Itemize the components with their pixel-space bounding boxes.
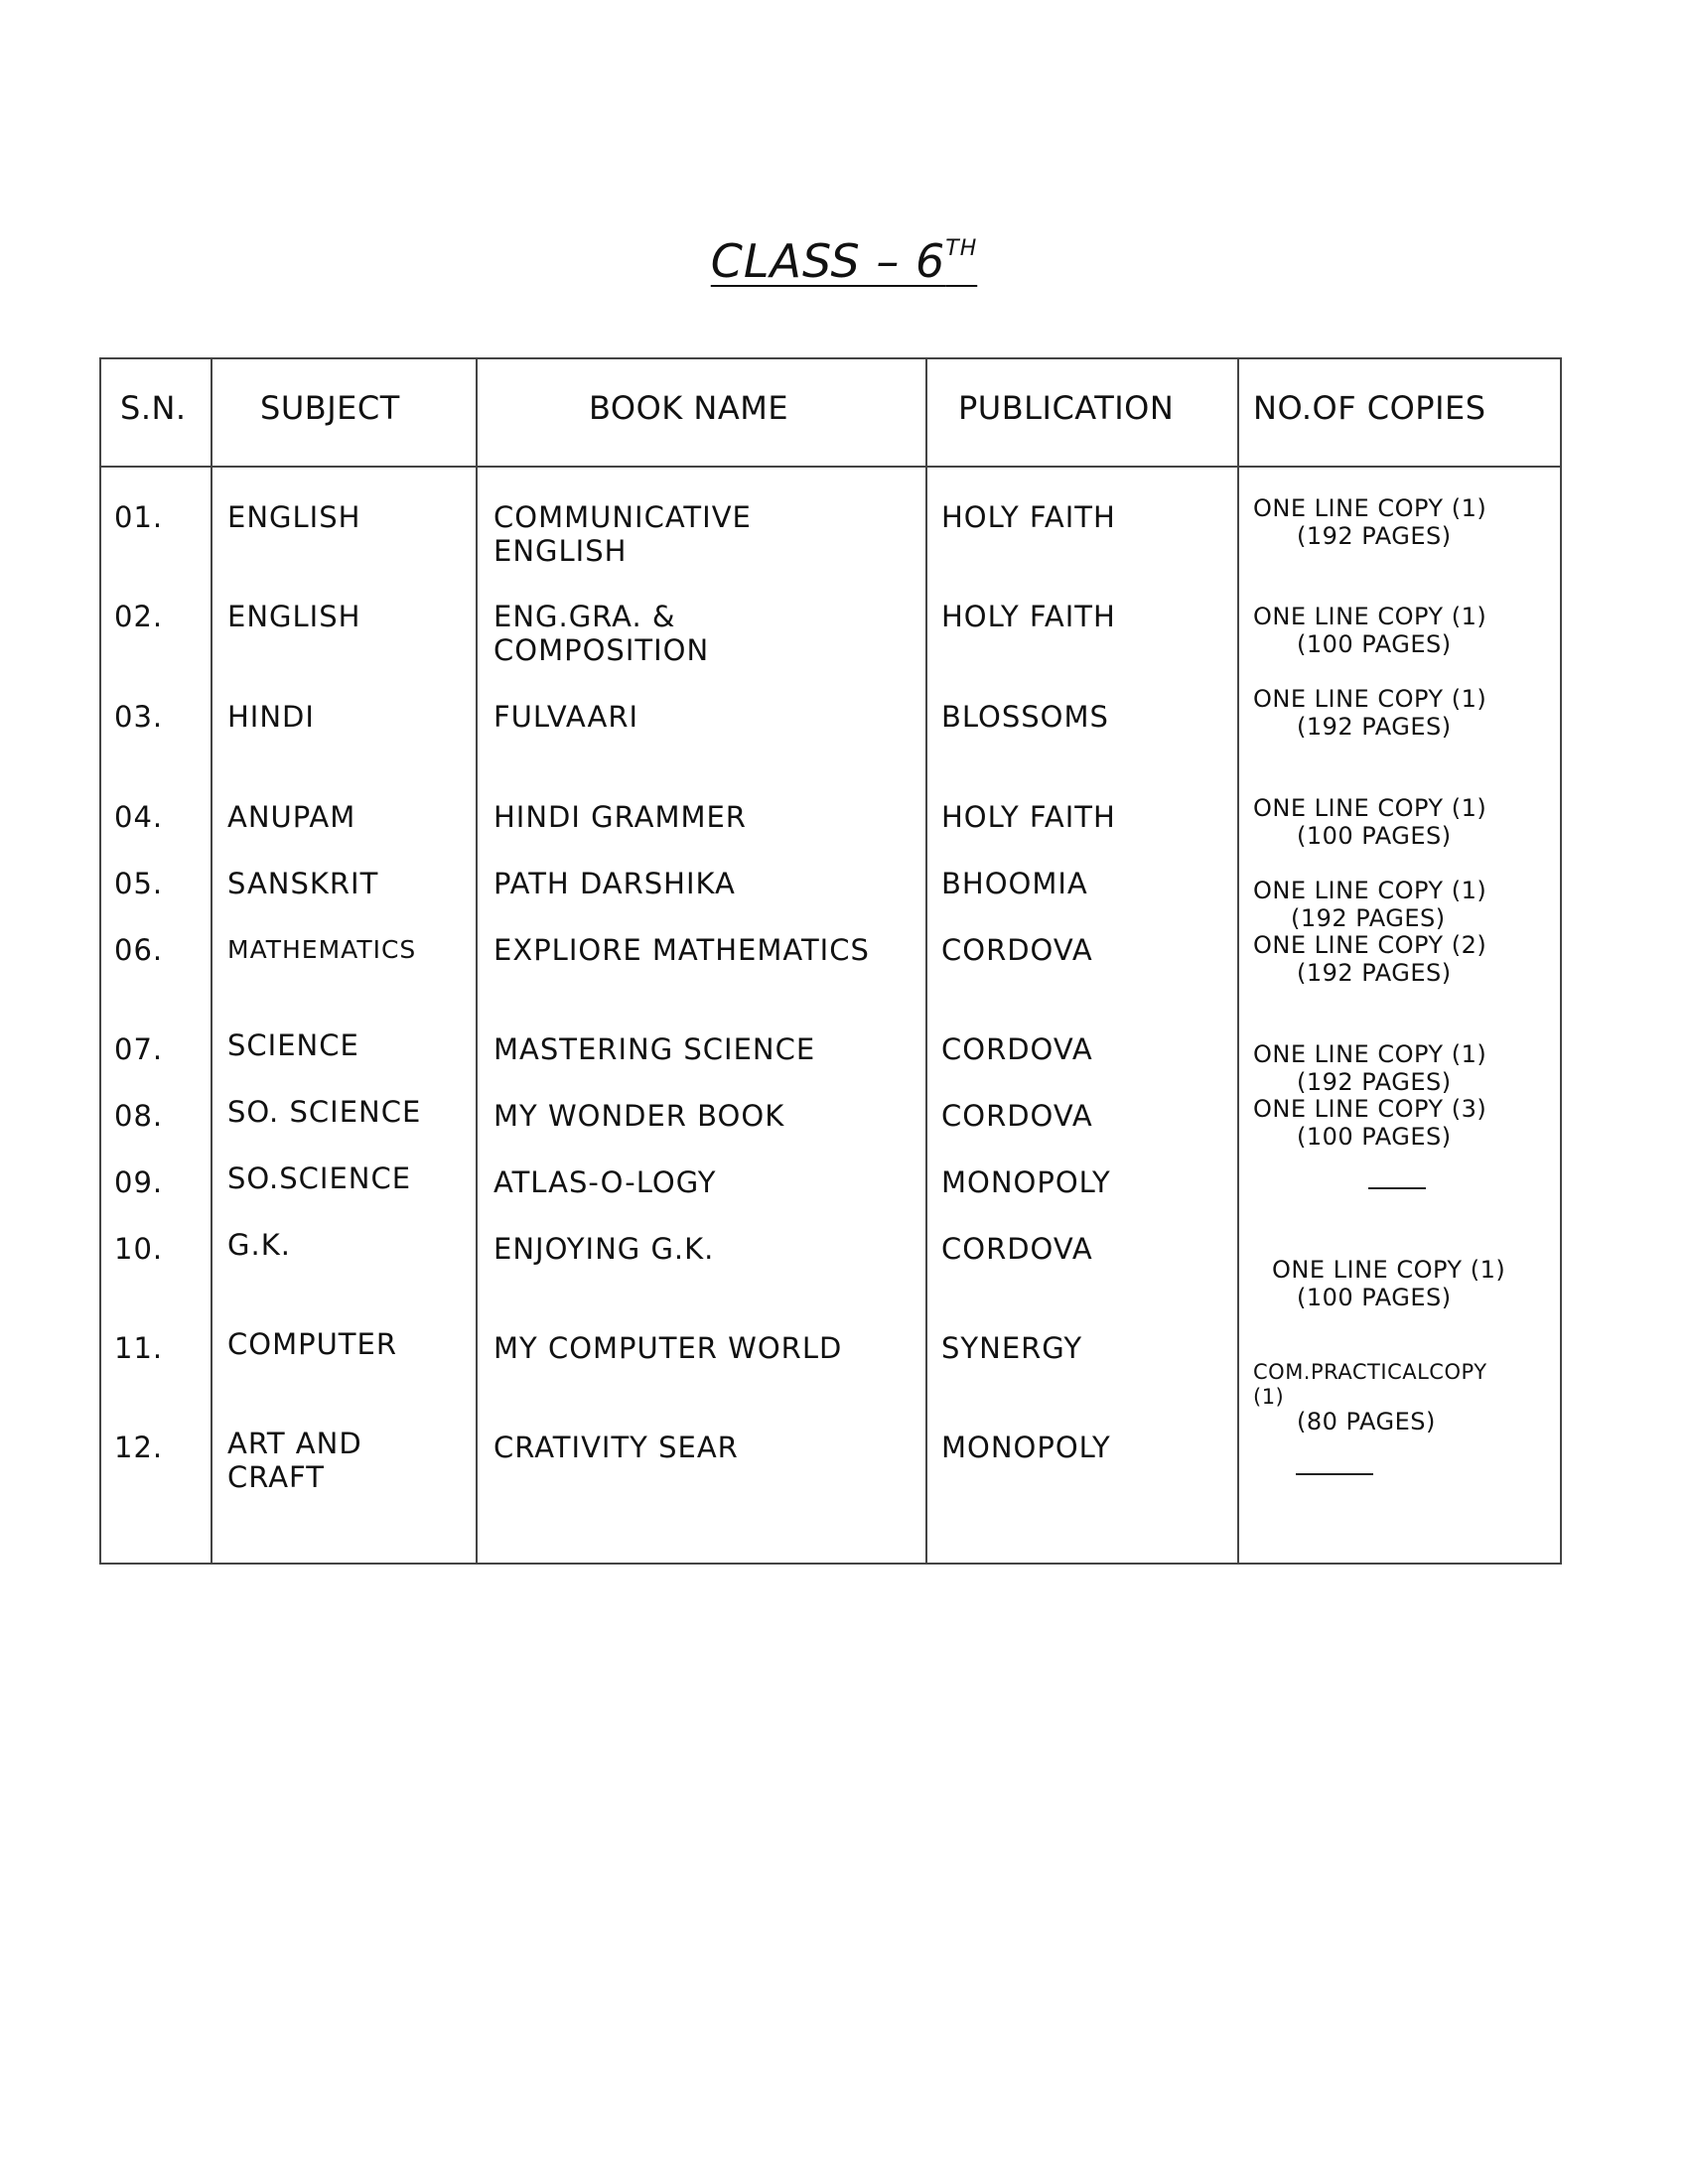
row-book: EXPLIORE MATHEMATICS [493, 933, 870, 967]
copies-pages: (100 PAGES) [1297, 1284, 1452, 1311]
column-divider [476, 357, 478, 1565]
row-copies [1272, 1256, 1505, 1311]
row-publication: HOLY FAITH [941, 600, 1116, 633]
row-sn: 12. [114, 1431, 164, 1464]
row-subject: ENGLISH [227, 600, 361, 633]
copies-pages: (100 PAGES) [1297, 630, 1452, 658]
row-book: HINDI GRAMMER [493, 800, 747, 834]
book-line: COMPOSITION [493, 633, 710, 667]
row-book: FULVAARI [493, 700, 639, 734]
row-copies [1253, 1095, 1486, 1151]
row-subject [227, 1427, 362, 1494]
row-sn: 07. [114, 1032, 164, 1066]
copies-line: ONE LINE COPY (1) [1253, 794, 1487, 822]
row-sn: 03. [114, 700, 164, 734]
row-subject: ENGLISH [227, 500, 361, 534]
row-book: MASTERING SCIENCE [493, 1032, 816, 1066]
header-book-name: BOOK NAME [589, 389, 789, 427]
row-publication: BLOSSOMS [941, 700, 1109, 734]
row-publication: HOLY FAITH [941, 800, 1116, 834]
row-publication: BHOOMIA [941, 867, 1088, 900]
row-subject: MATHEMATICS [227, 935, 417, 964]
row-subject: SCIENCE [227, 1028, 359, 1062]
row-subject: SANSKRIT [227, 867, 379, 900]
row-book [493, 500, 752, 568]
row-subject: COMPUTER [227, 1327, 397, 1361]
row-subject: ANUPAM [227, 800, 356, 834]
row-sn: 09. [114, 1165, 164, 1199]
copies-pages: (192 PAGES) [1291, 904, 1446, 932]
copies-line: ONE LINE COPY (1) [1253, 685, 1487, 713]
row-publication: CORDOVA [941, 1032, 1093, 1066]
subject-line: ART AND [227, 1427, 362, 1460]
copies-pages: (100 PAGES) [1297, 1123, 1452, 1151]
row-publication: MONOPOLY [941, 1431, 1111, 1464]
header-divider [99, 466, 1562, 468]
copies-line: ONE LINE COPY (3) [1253, 1095, 1487, 1123]
row-copies [1253, 794, 1486, 850]
header-sn: S.N. [120, 389, 187, 427]
copies-pages: (192 PAGES) [1297, 713, 1452, 741]
row-copies [1253, 877, 1486, 932]
row-publication: MONOPOLY [941, 1165, 1111, 1199]
row-copies [1253, 603, 1486, 658]
subject-line: CRAFT [227, 1460, 325, 1494]
copies-line: ONE LINE COPY (1) [1253, 603, 1487, 630]
header-no-of-copies: NO.OF COPIES [1253, 389, 1486, 427]
row-book: PATH DARSHIKA [493, 867, 736, 900]
row-sn: 10. [114, 1232, 164, 1266]
row-sn: 08. [114, 1099, 164, 1133]
column-divider [1237, 357, 1239, 1565]
row-book: ATLAS-O-LOGY [493, 1165, 717, 1199]
copies-pages: (80 PAGES) [1297, 1408, 1436, 1435]
copies-line: ONE LINE COPY (1) [1253, 494, 1487, 522]
row-subject: G.K. [227, 1228, 291, 1262]
copies-pages: (192 PAGES) [1297, 1068, 1452, 1096]
page-title [0, 234, 1688, 288]
row-subject: SO. SCIENCE [227, 1095, 422, 1129]
row-publication: CORDOVA [941, 1099, 1093, 1133]
row-sn: 01. [114, 500, 164, 534]
copies-line: ONE LINE COPY (1) [1253, 877, 1487, 904]
row-publication: HOLY FAITH [941, 500, 1116, 534]
copies-line: ONE LINE COPY (1) [1253, 1040, 1487, 1068]
book-line: ENG.GRA. & [493, 600, 676, 633]
row-book [493, 600, 709, 667]
row-sn: 02. [114, 600, 164, 633]
copies-line: ONE LINE COPY (2) [1253, 931, 1487, 959]
row-copies [1253, 494, 1486, 550]
row-publication: CORDOVA [941, 933, 1093, 967]
row-sn: 04. [114, 800, 164, 834]
book-line: COMMUNICATIVE [493, 500, 752, 534]
row-book: MY WONDER BOOK [493, 1099, 785, 1133]
row-sn: 05. [114, 867, 164, 900]
copies-line: COM.PRACTICALCOPY [1253, 1360, 1487, 1384]
title-text: CLASS – 6 [710, 234, 946, 288]
copies-pages: (192 PAGES) [1297, 522, 1452, 550]
header-publication: PUBLICATION [958, 389, 1175, 427]
copies-line: ONE LINE COPY (1) [1272, 1256, 1506, 1284]
row-copies [1253, 1040, 1486, 1096]
copies-pages: (100 PAGES) [1297, 822, 1452, 850]
row-book: MY COMPUTER WORLD [493, 1331, 843, 1365]
row-book: ENJOYING G.K. [493, 1232, 715, 1266]
row-copies [1253, 685, 1486, 741]
copies-count: (1) [1253, 1385, 1285, 1409]
row-copies [1253, 1360, 1487, 1435]
row-sn: 06. [114, 933, 164, 967]
title-superscript: TH [945, 236, 978, 261]
row-book: CRATIVITY SEAR [493, 1431, 739, 1464]
row-subject: HINDI [227, 700, 315, 734]
row-copies [1253, 931, 1486, 987]
column-divider [211, 357, 212, 1565]
row-subject: SO.SCIENCE [227, 1161, 412, 1195]
row-sn: 11. [114, 1331, 164, 1365]
column-divider [925, 357, 927, 1565]
no-copies-dash [1368, 1187, 1426, 1189]
no-copies-dash [1296, 1473, 1373, 1475]
row-publication: CORDOVA [941, 1232, 1093, 1266]
row-publication: SYNERGY [941, 1331, 1083, 1365]
copies-pages: (192 PAGES) [1297, 959, 1452, 987]
book-line: ENGLISH [493, 534, 628, 568]
header-subject: SUBJECT [260, 389, 400, 427]
